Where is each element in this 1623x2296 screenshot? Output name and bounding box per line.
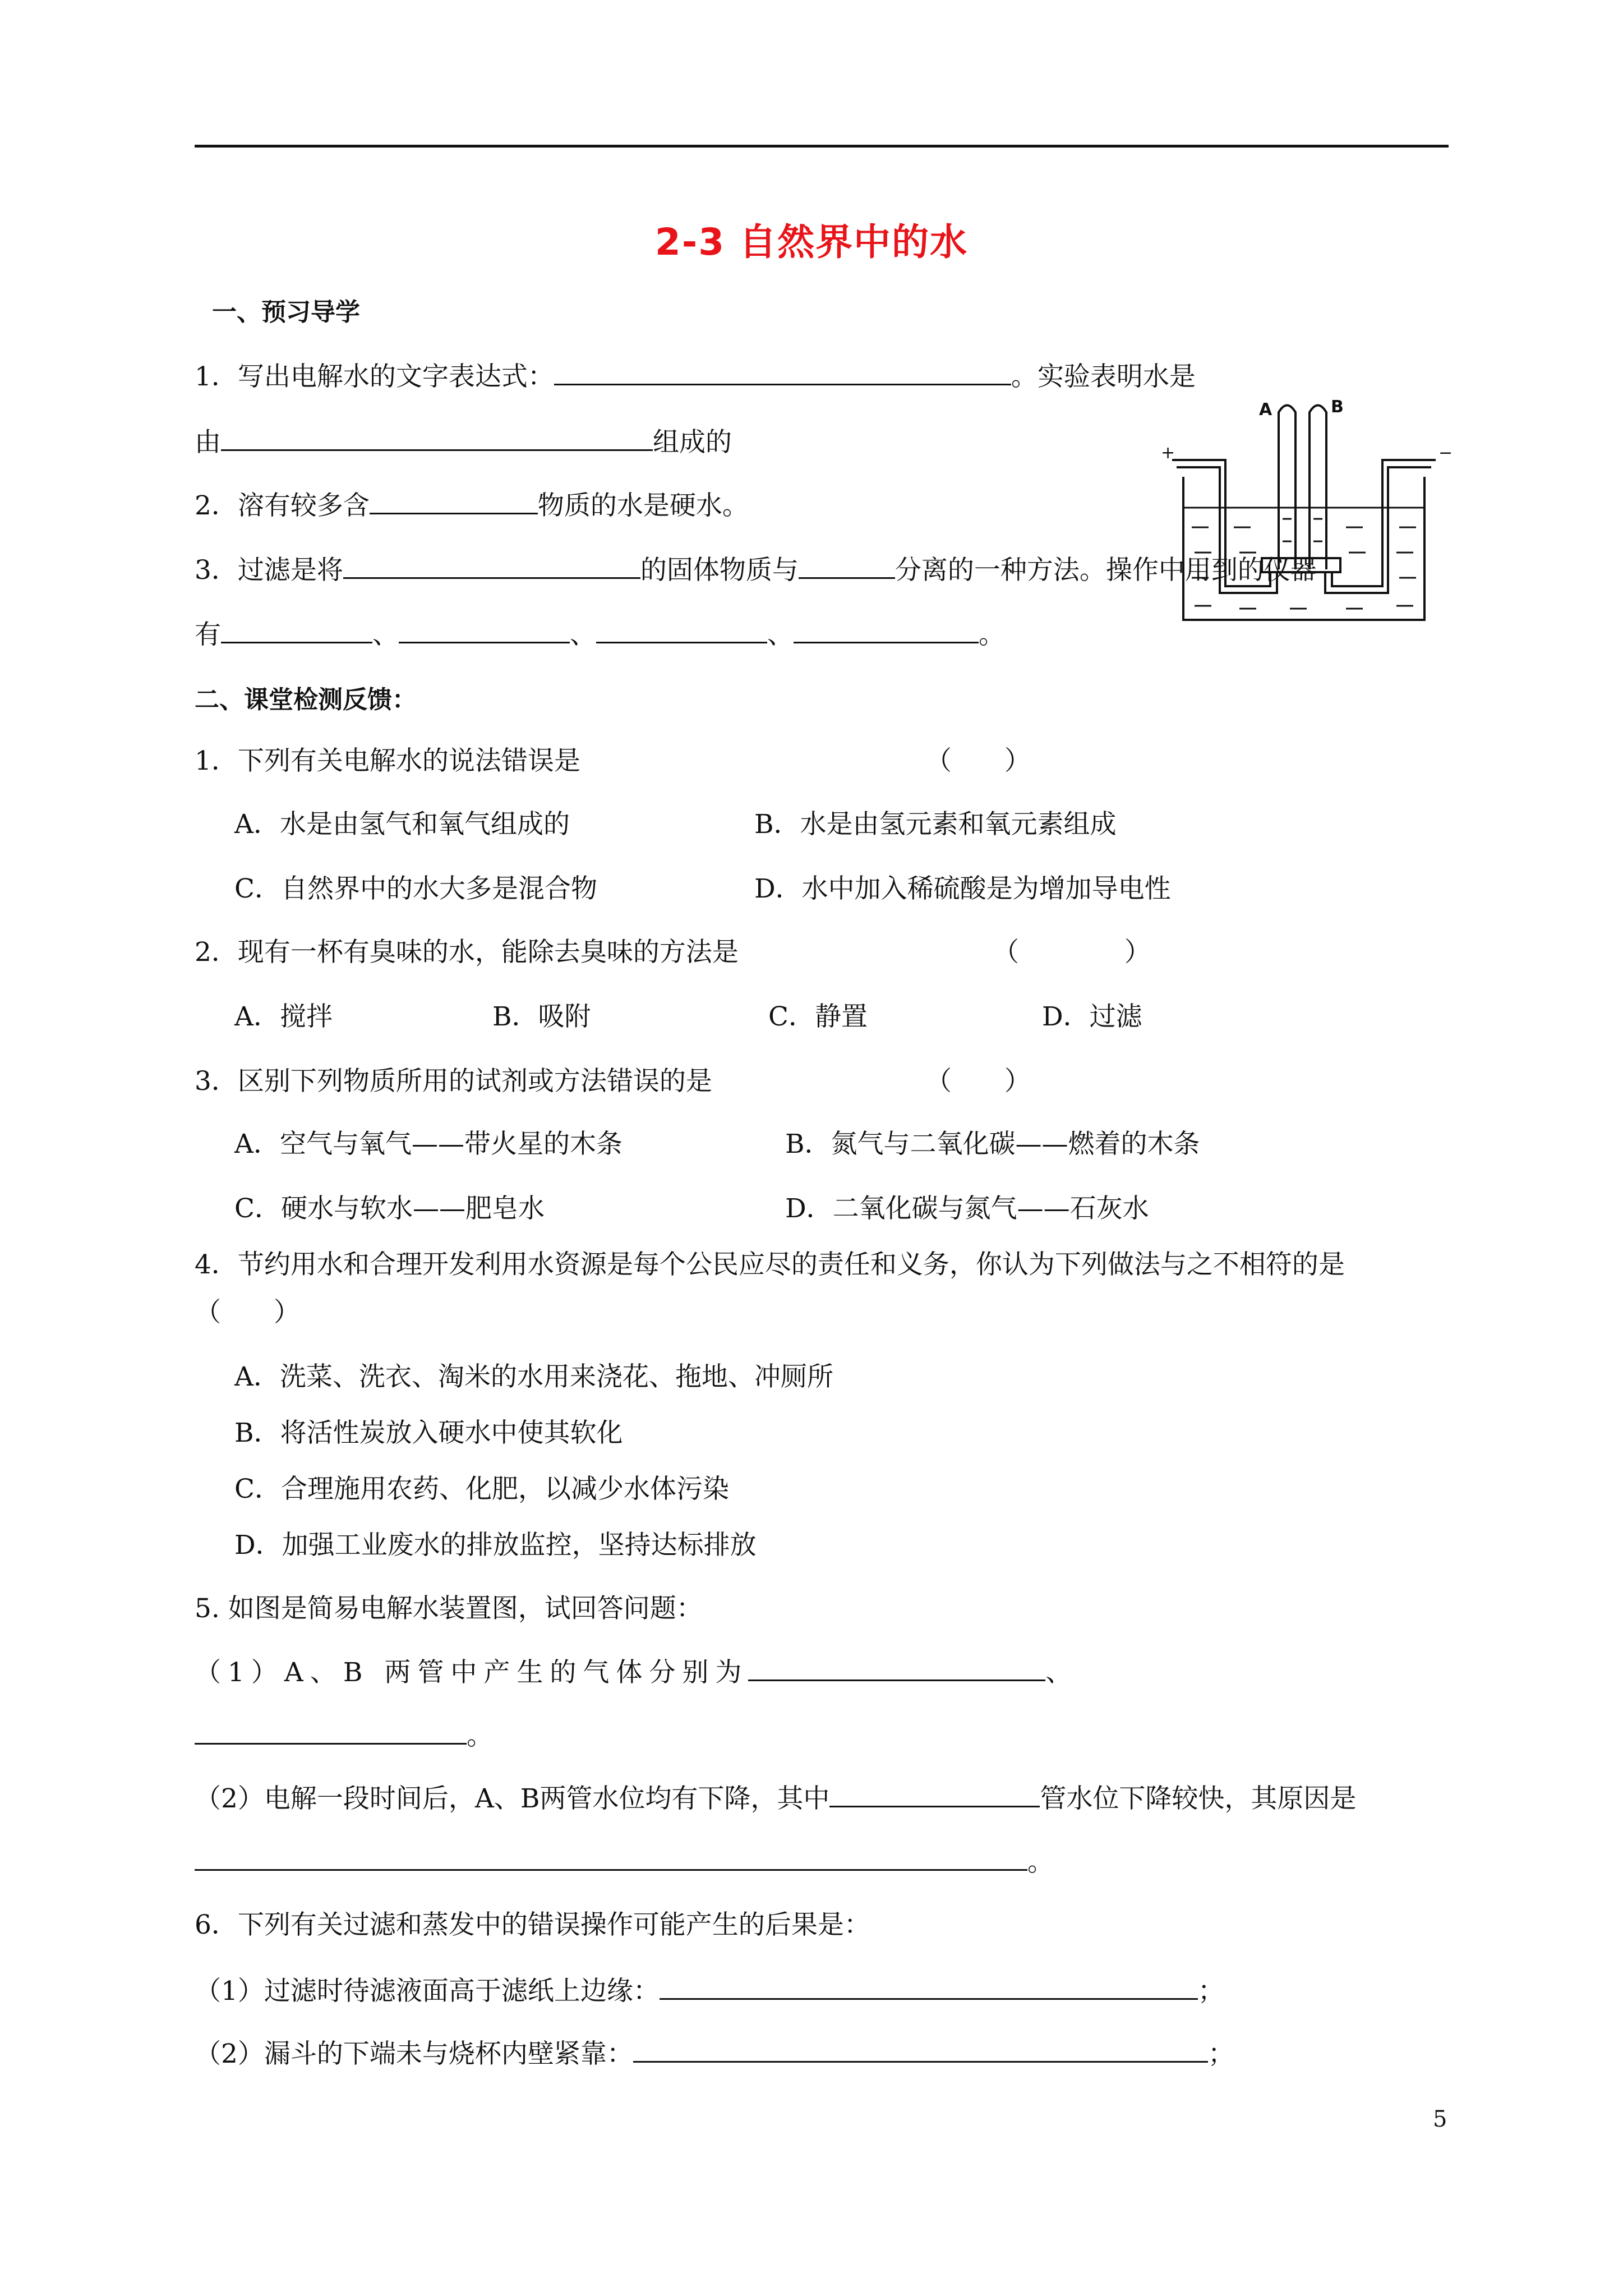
figure-minus-sign: − bbox=[1438, 443, 1453, 463]
s2-q2-option-a[interactable]: A．搅拌 bbox=[234, 1001, 333, 1032]
s2-q3-option-d[interactable]: D．二氧化碳与氮气——石灰水 bbox=[785, 1193, 1149, 1224]
s2-q1-option-b[interactable]: B．水是由氢元素和氧元素组成 bbox=[754, 809, 1117, 840]
s1-q2-text-b: 物质的水是硬水。 bbox=[537, 490, 749, 521]
s2-q1-option-d[interactable]: D．水中加入稀硫酸是为增加导电性 bbox=[754, 873, 1171, 904]
page-number: 5 bbox=[1433, 2106, 1447, 2132]
electrolysis-apparatus-figure bbox=[1161, 390, 1453, 625]
s2-q2-option-c[interactable]: C．静置 bbox=[768, 1001, 868, 1032]
s2-q1-answer-paren[interactable]: （ ） bbox=[925, 746, 1031, 776]
s1-q3-line2 bbox=[195, 617, 1005, 652]
page-title: 2-3 自然界中的水 bbox=[654, 220, 969, 264]
s2-q3-answer-paren[interactable]: （ ） bbox=[925, 1066, 1031, 1097]
separator: 、 bbox=[1045, 1657, 1079, 1688]
separator: 、 bbox=[767, 619, 794, 650]
s1-q2-blank[interactable] bbox=[370, 488, 538, 514]
s1-q3-blank-6[interactable] bbox=[794, 617, 979, 643]
figure-label-a: A bbox=[1259, 400, 1272, 420]
s1-q3-blank-2[interactable] bbox=[799, 553, 895, 579]
s2-q1-option-a[interactable]: A．水是由氢气和氧气组成的 bbox=[234, 809, 570, 840]
s2-q5-blank-1[interactable] bbox=[748, 1655, 1045, 1681]
s2-q5-part1-text: （1）A、B 两管中产生的气体分别为 bbox=[195, 1657, 749, 1688]
s1-q2 bbox=[195, 488, 749, 523]
s2-q4-option-c[interactable]: C．合理施用农药、化肥，以减少水体污染 bbox=[234, 1474, 729, 1504]
s2-q2-answer-paren[interactable]: （ ） bbox=[993, 937, 1151, 968]
s1-q2-text-a: 2．溶有较多含 bbox=[195, 490, 370, 521]
semicolon: ； bbox=[1207, 2039, 1234, 2069]
s2-q5-part1-line1 bbox=[195, 1655, 1078, 1690]
s2-q3-option-a[interactable]: A．空气与氧气——带火星的木条 bbox=[234, 1129, 623, 1159]
s1-q3-text-a: 3．过滤是将 bbox=[195, 555, 343, 586]
s1-q1-line2 bbox=[195, 425, 732, 459]
period: 。 bbox=[979, 619, 1005, 650]
s2-q5-stem: 5. 如图是简易电解水装置图，试回答问题： bbox=[195, 1593, 703, 1624]
s2-q6-part1-text: （1）过滤时待滤液面高于滤纸上边缘： bbox=[195, 1976, 660, 2007]
s1-q1-blank-1[interactable] bbox=[554, 359, 1011, 385]
header-rule bbox=[195, 145, 1449, 148]
s2-q4-option-b[interactable]: B．将活性炭放入硬水中使其软化 bbox=[234, 1418, 623, 1448]
s2-q6-part1 bbox=[195, 1973, 1224, 2008]
s1-q3-blank-3[interactable] bbox=[221, 617, 372, 643]
s2-q5-part2-text-a: （2）电解一段时间后，A、B两管水位均有下降，其中 bbox=[195, 1783, 830, 1814]
s2-q4-option-a[interactable]: A．洗菜、洗衣、淘米的水用来浇花、拖地、冲厕所 bbox=[234, 1361, 833, 1392]
s2-q1-option-c[interactable]: C．自然界中的水大多是混合物 bbox=[234, 873, 597, 904]
s1-q1-text-b: 。实验表明水是 bbox=[1011, 361, 1196, 392]
period: 。 bbox=[1027, 1847, 1054, 1878]
s1-q1-text-c: 由 bbox=[195, 427, 221, 458]
period: 。 bbox=[467, 1720, 493, 1751]
s2-q5-blank-3[interactable] bbox=[829, 1781, 1040, 1807]
s2-q6-part2 bbox=[195, 2036, 1234, 2071]
s2-q6-stem: 6．下列有关过滤和蒸发中的错误操作可能产生的后果是： bbox=[195, 1910, 870, 1940]
s2-q6-part2-text: （2）漏斗的下端未与烧杯内壁紧靠： bbox=[195, 2039, 633, 2069]
s2-q4-answer-paren[interactable]: （ ） bbox=[195, 1297, 300, 1328]
s2-q2-option-b[interactable]: B．吸附 bbox=[492, 1001, 591, 1032]
s2-q3-option-c[interactable]: C．硬水与软水——肥皂水 bbox=[234, 1193, 545, 1224]
s1-q1-text-d: 组成的 bbox=[653, 427, 732, 458]
s1-q3-line1 bbox=[195, 553, 1317, 587]
s2-q6-blank-1[interactable] bbox=[660, 1973, 1198, 2000]
s2-q1-stem: 1．下列有关电解水的说法错误是 bbox=[195, 746, 580, 776]
figure-label-b: B bbox=[1331, 397, 1344, 417]
s1-q3-text-b: 的固体物质与 bbox=[640, 555, 799, 586]
s2-q5-blank-2[interactable] bbox=[195, 1718, 467, 1745]
s1-q1-line1 bbox=[195, 359, 1196, 394]
s1-q1-blank-2[interactable] bbox=[221, 425, 653, 451]
s1-q1-text-a: 1．写出电解水的文字表达式： bbox=[195, 361, 554, 392]
s2-q4-option-d[interactable]: D．加强工业废水的排放监控，坚持达标排放 bbox=[234, 1530, 757, 1561]
s2-q5-part2-line2 bbox=[195, 1844, 1054, 1879]
section1-heading: 一、预习导学 bbox=[212, 298, 360, 326]
s1-q3-text-d: 有 bbox=[195, 619, 221, 650]
s2-q5-part2-text-b: 管水位下降较快，其原因是 bbox=[1040, 1783, 1357, 1814]
s1-q3-blank-1[interactable] bbox=[343, 553, 640, 579]
s2-q5-part2-line1 bbox=[195, 1781, 1356, 1816]
separator: 、 bbox=[372, 619, 399, 650]
s2-q3-stem: 3．区别下列物质所用的试剂或方法错误的是 bbox=[195, 1066, 712, 1097]
s1-q3-blank-4[interactable] bbox=[399, 617, 570, 643]
s2-q6-blank-2[interactable] bbox=[633, 2036, 1208, 2063]
figure-plus-sign: + bbox=[1161, 443, 1175, 463]
s2-q4-stem: 4．节约用水和合理开发利用水资源是每个公民应尽的责任和义务，你认为下列做法与之不相符的是 bbox=[195, 1249, 1345, 1280]
separator: 、 bbox=[570, 619, 596, 650]
s2-q5-blank-4[interactable] bbox=[195, 1844, 1027, 1871]
s1-q3-blank-5[interactable] bbox=[596, 617, 767, 643]
s2-q2-option-d[interactable]: D．过滤 bbox=[1042, 1001, 1142, 1032]
s2-q5-part1-line2 bbox=[195, 1718, 493, 1753]
semicolon: ； bbox=[1197, 1976, 1224, 2007]
s2-q3-option-b[interactable]: B．氮气与二氧化碳——燃着的木条 bbox=[785, 1129, 1200, 1159]
s2-q2-stem: 2．现有一杯有臭味的水，能除去臭味的方法是 bbox=[195, 937, 739, 968]
s1-q3-text-c: 分离的一种方法。操作中用到的仪器 bbox=[895, 555, 1317, 586]
section2-heading: 二、课堂检测反馈： bbox=[195, 685, 417, 714]
